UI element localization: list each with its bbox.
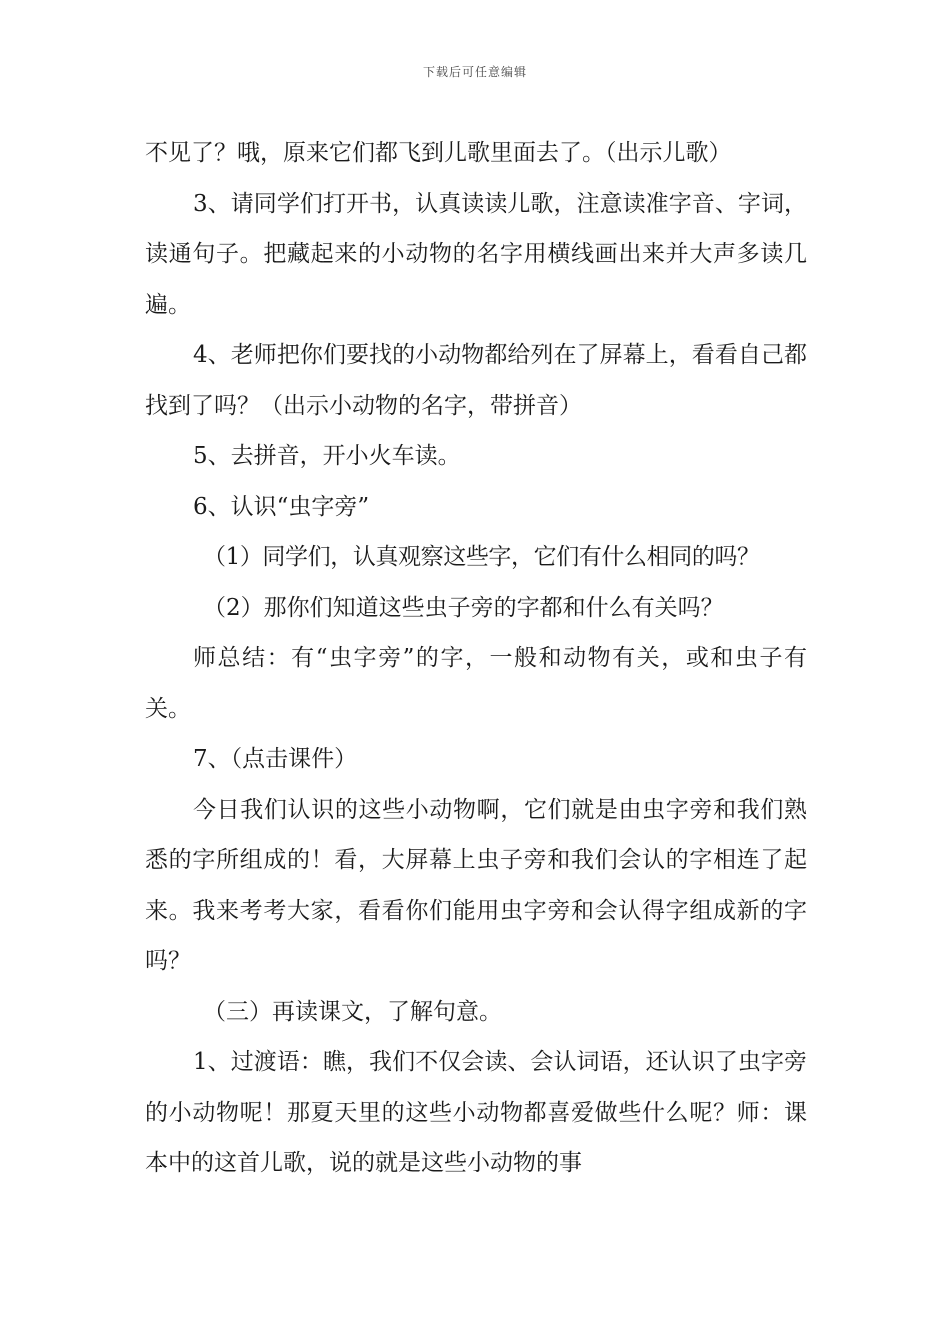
paragraph-11: （三）再读课文，了解句意。 [203, 998, 502, 1025]
paragraph-12: 1、过渡语：瞧，我们不仅会读、会认词语，还认识了虫字旁的小动物呢！那夏天里的这些小动物都喜爱做些什么呢？师：课本中的这首儿歌，说的就是这些小动物的事 [145, 1049, 807, 1176]
paragraph-2: 3、请同学们打开书，认真读读儿歌，注意读准字音、字词，读通句子。把藏起来的小动物的名字用横线画出来并大声多读几遍。 [145, 190, 807, 318]
paragraph-6: （1）同学们，认真观察这些字，它们有什么相同的吗？ [203, 544, 760, 570]
paragraph-1: 不见了？哦，原来它们都飞到儿歌里面去了。（出示儿歌） [145, 140, 732, 166]
document-body [145, 128, 807, 1189]
paragraph-9: 7、（点击课件） [193, 746, 358, 772]
paragraph-3: 4、老师把你们要找的小动物都给列在了屏幕上，看看自己都找到了吗？（出示小动物的名字，带拼音） [145, 342, 807, 419]
paragraph-8: 师总结：有“虫字旁”的字，一般和动物有关，或和虫子有关。 [145, 645, 807, 722]
page-header-note: 下载后可任意编辑 [422, 65, 527, 79]
paragraph-7: （2）那你们知道这些虫子旁的字都和什么有关吗？ [203, 594, 724, 621]
paragraph-4: 5、去拼音，开小火车读。 [193, 443, 461, 469]
paragraph-10: 今日我们认识的这些小动物啊，它们就是由虫字旁和我们熟悉的字所组成的！看，大屏幕上虫子旁和我们会认的字相连了起来。我来考考大家，看看你们能用虫字旁和会认得字组成新的字吗？ [145, 796, 807, 974]
paragraph-5: 6、认识“虫字旁” [193, 493, 370, 520]
